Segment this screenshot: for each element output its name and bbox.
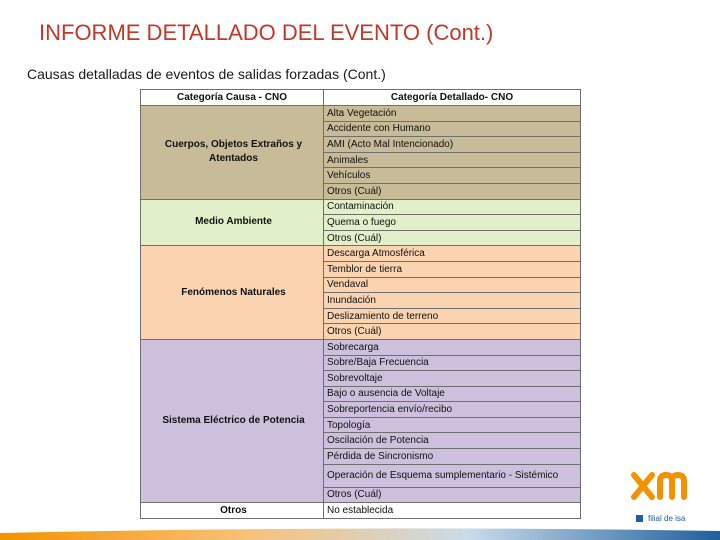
- detail-cell: Otros (Cuál): [324, 324, 581, 340]
- xm-logo-m: [660, 475, 684, 497]
- detail-cell: Bajo o ausencia de Voltaje: [324, 386, 581, 402]
- page-subtitle: Causas detalladas de eventos de salidas forzadas (Cont.): [27, 66, 386, 82]
- detail-cell: Alta Vegetación: [324, 106, 581, 122]
- detail-cell: Otros (Cuál): [324, 487, 581, 503]
- logo-caption: filial de isa: [648, 514, 686, 523]
- detail-cell: Quema o fuego: [324, 215, 581, 231]
- detail-cell: AMI (Acto Mal Intencionado): [324, 137, 581, 153]
- cause-cell: Medio Ambiente: [141, 199, 324, 246]
- logo-square-icon: [636, 515, 643, 522]
- detail-cell: Pérdida de Sincronismo: [324, 449, 581, 465]
- detail-cell: Otros (Cuál): [324, 183, 581, 199]
- cause-cell: Fenómenos Naturales: [141, 246, 324, 340]
- detail-cell: Sobre/Baja Frecuencia: [324, 355, 581, 371]
- detail-cell: Inundación: [324, 293, 581, 309]
- cause-cell: Otros: [141, 503, 324, 519]
- detail-cell: Oscilación de Potencia: [324, 433, 581, 449]
- table-row: [141, 106, 581, 122]
- bottom-decoration-bar: [0, 527, 720, 540]
- detail-cell: Accidente con Humano: [324, 121, 581, 137]
- cause-cell: Cuerpos, Objetos Extraños y Atentados: [141, 106, 324, 200]
- detail-cell: Contaminación: [324, 199, 581, 215]
- table-row: [141, 246, 581, 262]
- detail-cell: Deslizamiento de terreno: [324, 308, 581, 324]
- detail-cell: Vendaval: [324, 277, 581, 293]
- xm-logo: [630, 467, 698, 507]
- table-header-row: [141, 90, 581, 106]
- detail-cell: Sobrevoltaje: [324, 371, 581, 387]
- detail-cell: Vehículos: [324, 168, 581, 184]
- detail-cell: Temblor de tierra: [324, 261, 581, 277]
- cause-cell: Sistema Eléctrico de Potencia: [141, 339, 324, 502]
- causes-table: [140, 89, 581, 519]
- table-row: [141, 199, 581, 215]
- detail-cell: Topología: [324, 417, 581, 433]
- xm-logo-x: [634, 475, 652, 497]
- table-row: [141, 503, 581, 519]
- detail-cell: Animales: [324, 152, 581, 168]
- header-detail: Categoría Detallado- CNO: [324, 90, 581, 106]
- page-title: INFORME DETALLADO DEL EVENTO (Cont.): [39, 20, 494, 45]
- detail-cell: Descarga Atmosférica: [324, 246, 581, 262]
- detail-cell: No establecida: [324, 503, 581, 519]
- detail-cell: Otros (Cuál): [324, 230, 581, 246]
- header-cause: Categoría Causa - CNO: [141, 90, 324, 106]
- detail-cell: Sobreportencia envío/recibo: [324, 402, 581, 418]
- table-row: [141, 339, 581, 355]
- detail-cell: Operación de Esquema sumplementario - Sistémico: [324, 464, 581, 487]
- detail-cell: Sobrecarga: [324, 339, 581, 355]
